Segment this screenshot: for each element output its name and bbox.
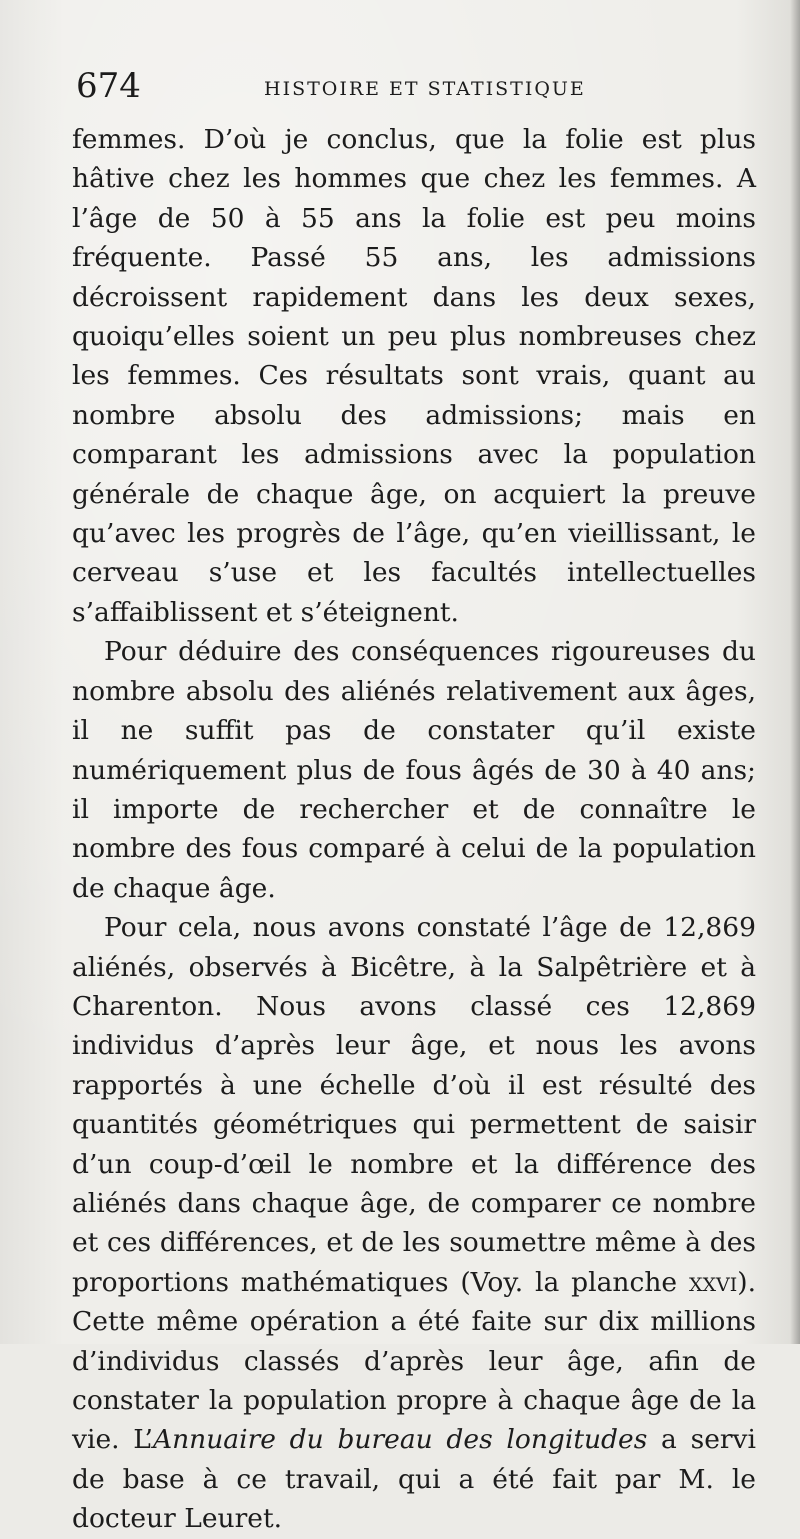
paragraph-1: femmes. D’où je conclus, que la folie est plus hâtive chez les hommes que chez les femmes. A l’âge de 50 à 55 ans la folie est peu moins fréquente. Passé 55 ans, les admissions décroissent rapidement dans les deux sexes, quoiqu’elles soient un peu plus nombreuses chez les femmes. Ces résultats sont vrais, quant au nombre absolu des admissions; mais en comparant les admissions avec la population générale de chaque âge, on acquiert la preuve qu’avec les progrès de l’âge, qu’en vieillissant, le cerveau s’use et les facultés intellectuelles s’affaiblissent et s’éteignent. [72, 124, 756, 628]
paragraph-3-text-b: ). Cette même opération a été faite sur dix millions d’individus classés d’après leur âge, afin de constater la population propre à chaque âge de la vie. L’ [72, 1266, 756, 1456]
paragraph-3 [72, 908, 756, 1539]
annuaire-title: Annuaire du bureau des longitudes [152, 1424, 648, 1456]
running-title: HISTOIRE ET STATISTIQUE [264, 78, 586, 100]
page-number: 674 [76, 66, 141, 106]
body-text [72, 120, 756, 1539]
paragraph-2: Pour déduire des conséquences rigoureuses du nombre absolu des aliénés relativement aux âges, il ne suffit pas de constater qu’il existe numériquement plus de fous âgés de 30 à 40 ans; il importe de rechercher et de connaître le nombre des fous comparé à celui de la population de chaque âge. [72, 636, 756, 904]
page-header [76, 66, 756, 116]
plate-number: xxvi [688, 1266, 738, 1298]
paragraph-3-text-c: a servi de base à ce travail, qui a été fait par M. le docteur Leuret. [72, 1424, 756, 1535]
page-edge-shadow [790, 0, 800, 1344]
paragraph-3-text-a: Pour cela, nous avons constaté l’âge de 12,869 aliénés, observés à Bicêtre, à la Salpêtrière et à Charenton. Nous avons classé ces 12,869 individus d’après leur âge, et nous les avons rapportés à une échelle d’où il est résulté des quantités géométriques qui permettent de saisir d’un coup-d’œil le nombre et la différence des aliénés dans chaque âge, de comparer ce nombre et ces différences, et de les soumettre même à des proportions mathématiques (Voy. la planche [72, 912, 756, 1298]
